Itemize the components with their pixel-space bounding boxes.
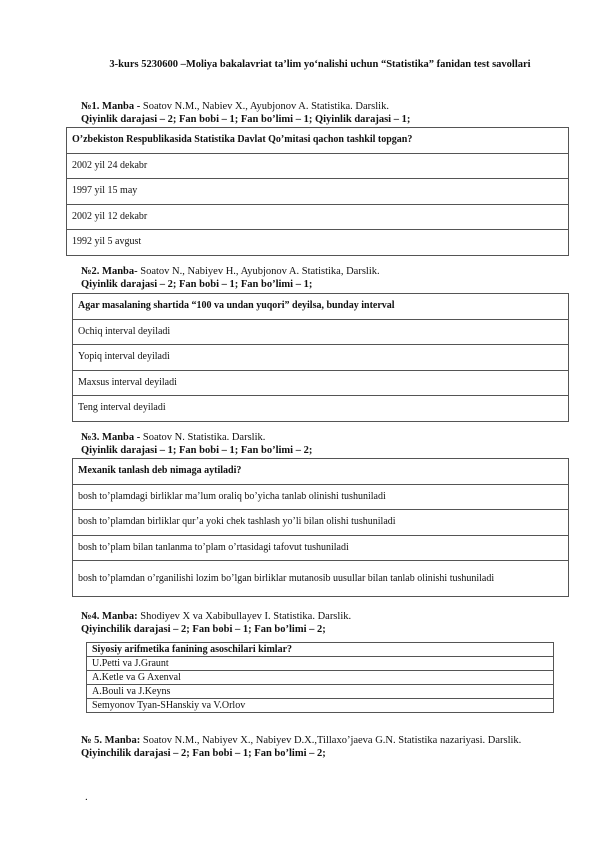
question-5-meta: Qiyinchilik darajasi – 2; Fan bobi – 1; Fan bo’limi – 2; [81, 747, 326, 759]
question-4-source-line [81, 611, 571, 624]
question-3-table [72, 458, 569, 597]
question-1-source: Soatov N.M., Nabiev X., Ayubjonov A. Statistika. Darslik. [140, 101, 389, 112]
question-1-number: №1. Manba - [81, 101, 141, 112]
question-4-header [81, 611, 571, 636]
question-1-option-c: 2002 yil 12 dekabr [67, 204, 569, 230]
question-3-header [81, 432, 571, 457]
question-1-option-d: 1992 yil 5 avgust [67, 230, 569, 256]
question-3-number: №3. Manba - [81, 432, 141, 443]
question-2-text: Agar masalaning shartida “100 va undan yuqori” deyilsa, bunday interval [73, 294, 569, 320]
question-3-option-b: bosh to’plamdan birliklar qur’a yoki chek tashlash yo’li bilan olishi tushuniladi [73, 510, 569, 536]
question-4-meta: Qiyinchilik darajasi – 2; Fan bobi – 1; Fan bo’limi – 2; [81, 623, 326, 635]
question-4-option-b: A.Ketle va G Axenval [87, 671, 554, 685]
question-2-option-d: Teng interval deyiladi [73, 396, 569, 422]
question-1-option-b: 1997 yil 15 may [67, 179, 569, 205]
question-5-header [81, 735, 571, 760]
question-2-option-a: Ochiq interval deyiladi [73, 319, 569, 345]
question-3-option-c: bosh to’plam bilan tanlanma to’plam o’rtasidagi tafovut tushuniladi [73, 535, 569, 561]
question-1-header [81, 101, 571, 126]
question-4-text: Siyosiy arifmetika fanining asoschilari kimlar? [87, 643, 554, 657]
question-2-number: №2. Manba- [81, 266, 138, 277]
question-1-meta: Qiyinlik darajasi – 2; Fan bobi – 1; Fan bo’limi – 1; Qiyinlik darajasi – 1; [81, 113, 411, 125]
question-3-source: Soatov N. Statistika. Darslik. [140, 432, 266, 443]
question-2-header [81, 266, 571, 291]
question-2-table [72, 293, 569, 422]
question-4-number: №4. Manba: [81, 611, 138, 622]
question-2-option-b: Yopiq interval deyiladi [73, 345, 569, 371]
question-4-source: Shodiyev X va Xabibullayev I. Statistika. Darslik. [137, 611, 352, 622]
question-2-meta: Qiyinlik darajasi – 2; Fan bobi – 1; Fan bo’limi – 1; [81, 278, 313, 290]
question-5-number: № 5. Manba: [81, 735, 141, 746]
question-3-source-line [81, 432, 571, 445]
question-4-option-c: A.Bouli va J.Keyns [87, 685, 554, 699]
question-4-table [86, 642, 554, 713]
question-2-source-line [81, 266, 571, 279]
question-5-source: Soatov N.M., Nabiyev X., Nabiyev D.X.,Tillaxo’jaeva G.N. Statistika nazariyasi. Darslik. [140, 735, 522, 746]
question-2-option-c: Maxsus interval deyiladi [73, 370, 569, 396]
question-4-option-a: U.Petti va J.Graunt [87, 657, 554, 671]
question-4-option-d: Semyonov Tyan-SHanskiy va V.Orlov [87, 699, 554, 713]
question-1-text: O’zbekiston Respublikasida Statistika Davlat Qo’mitasi qachon tashkil topgan? [67, 128, 569, 154]
question-3-meta: Qiyinlik darajasi – 1; Fan bobi – 1; Fan bo’limi – 2; [81, 444, 313, 456]
question-3-option-d: bosh to’plamdan o’rganilishi lozim bo’lgan birliklar mutanosib uusullar bilan tanlab olinishi tushuniladi [73, 561, 569, 597]
trailing-mark: . [85, 791, 88, 803]
question-3-option-a: bosh to’plamdagi birliklar ma’lum oraliq bo’yicha tanlab olinishi tushuniladi [73, 484, 569, 510]
document-title: 3-kurs 5230600 –Moliya bakalavriat ta’lim yo‘nalishi uchun “Statistika” fanidan test savollari [109, 59, 531, 70]
question-1-table [66, 127, 569, 256]
question-3-text: Mexanik tanlash deb nimaga aytiladi? [73, 459, 569, 485]
question-1-option-a: 2002 yil 24 dekabr [67, 153, 569, 179]
question-2-source: Soatov N., Nabiyev H., Ayubjonov A. Statistika, Darslik. [137, 266, 380, 277]
question-5-source-line [81, 735, 571, 748]
question-1-source-line [81, 101, 571, 114]
